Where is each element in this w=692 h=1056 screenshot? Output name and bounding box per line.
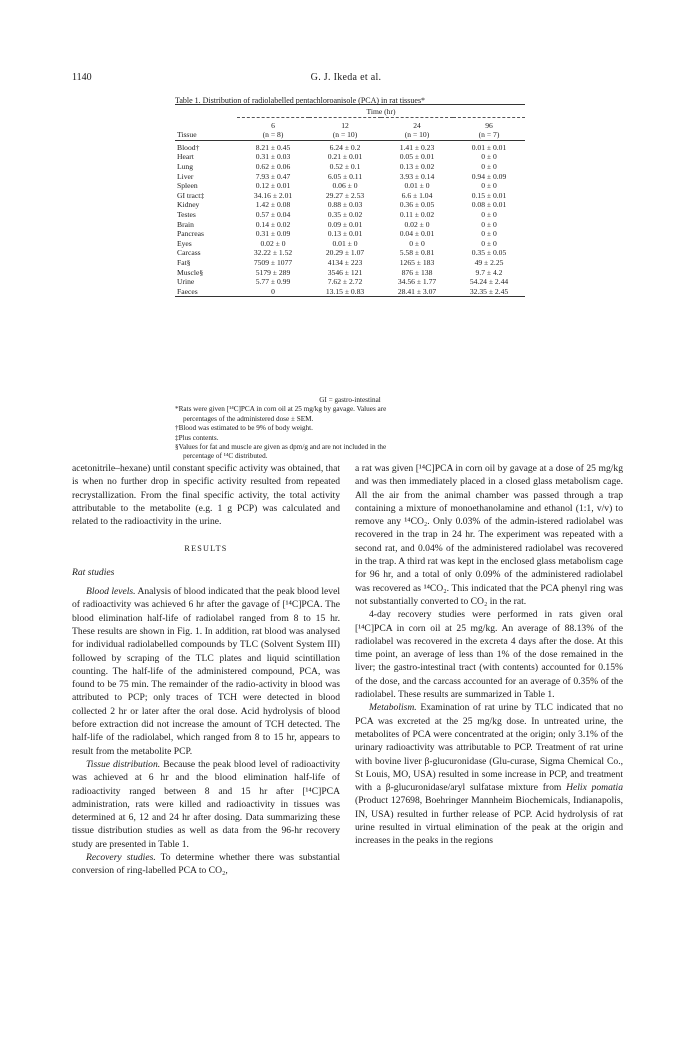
table-cell: 0.14 ± 0.02 [255, 219, 291, 229]
abbreviation-note: GI = gastro-intestinal [319, 396, 381, 404]
paragraph [355, 701, 623, 847]
table-cell: 32.35 ± 2.45 [469, 286, 509, 296]
paragraph-text: (Product 127698, Boehringer Mannheim Biochemicals, Indianapolis, IN, USA) resulted in further release of PCP. Acid hydrolysis of rat urine resulted in virtual elimination of the peak at the origin and increases in the peaks in the regions [355, 795, 623, 847]
col-hours: 96 [485, 120, 493, 130]
table-cell: 7.93 ± 0.47 [255, 171, 291, 181]
table-cell: 0 ± 0 [409, 238, 425, 248]
table-row [175, 210, 525, 220]
table-cell: 0.13 ± 0.01 [327, 229, 363, 239]
table-cell: 0.11 ± 0.02 [399, 209, 435, 219]
table-cell: 0 ± 0 [481, 238, 497, 248]
tissue-name: Liver [177, 171, 194, 181]
tissue-name: Lung [177, 161, 194, 171]
table-row [175, 191, 525, 201]
paragraph-text: To determine whether there was substantial conversion of ring-labelled PCA to CO₂, [72, 852, 340, 877]
table-cell: 0.35 ± 0.02 [327, 209, 363, 219]
table-cell: 0.21 ± 0.01 [327, 152, 363, 162]
table-cell: 5179 ± 289 [255, 267, 291, 277]
paragraph: 4-day recovery studies were performed in rats given oral [¹⁴C]PCA in corn oil at 25 mg/kg. An average of 88.13% of the radiolabel was recovered in the excreta 4 days after the dose. At this time point, an average of less than 1% of the dose remained in the liver; the gastro-intestinal tract (with contents) accounted for 0.15% of the dose, and the carcass accounted for an average of 0.35% of the radiolabel. These results are summarized in Table 1. [355, 609, 623, 701]
table-cell: 0.31 ± 0.09 [255, 229, 291, 239]
run-in-heading: Tissue distribution. [86, 758, 161, 770]
footnote-continuation: percentage of ¹⁴C distributed. [183, 452, 268, 461]
species-name: Helix pomatia [566, 782, 624, 794]
table-cell: 876 ± 138 [401, 267, 433, 277]
table-cell: 0.02 ± 0 [260, 238, 286, 248]
table-cell: 0 ± 0 [481, 219, 497, 229]
table-cell: 49 ± 2.25 [474, 257, 504, 267]
table-cell: 6.6 ± 1.04 [401, 190, 433, 200]
tissue-name: Muscle§ [177, 267, 204, 277]
results-heading: RESULTS [184, 544, 228, 554]
table-row [175, 268, 525, 278]
table-row [175, 277, 525, 287]
table-cell: 0.13 ± 0.02 [399, 161, 435, 171]
footnote: §Values for fat and muscle are given as dpm/g and are not included in the [175, 443, 387, 452]
col-n: (n = 10) [332, 130, 358, 140]
footnote: ‡Plus contents. [175, 433, 219, 442]
table-row [175, 220, 525, 230]
table-cell: 0.05 ± 0.01 [399, 152, 435, 162]
table-cell: 32.22 ± 1.52 [253, 248, 293, 258]
table-cell: 6.05 ± 0.11 [327, 171, 363, 181]
page-number: 1140 [72, 72, 92, 83]
table-cell: 5.58 ± 0.81 [399, 248, 435, 258]
tissue-name: Eyes [177, 238, 192, 248]
time-label: Time (hr) [366, 107, 396, 116]
table-cell: 13.15 ± 0.83 [325, 286, 365, 296]
tissue-name: Fat§ [177, 257, 191, 267]
table-row [175, 258, 525, 268]
table-cell: 4134 ± 223 [327, 257, 363, 267]
tissue-name: Faeces [177, 286, 198, 296]
table-cell: 5.77 ± 0.99 [255, 277, 291, 287]
table-cell: 0.06 ± 0 [332, 181, 358, 191]
table-row [175, 162, 525, 172]
table-row [175, 229, 525, 239]
run-in-heading: Blood levels. [86, 586, 136, 598]
table-cell: 0 ± 0 [481, 209, 497, 219]
table-cell: 3.93 ± 0.14 [399, 171, 435, 181]
table-cell: 7509 ± 1077 [253, 257, 293, 267]
table-cell: 0.88 ± 0.03 [327, 200, 363, 210]
right-column [355, 462, 623, 848]
run-in-heading: Recovery studies. [86, 852, 156, 864]
table-row [175, 181, 525, 191]
table-row [175, 200, 525, 210]
running-head: G. J. Ikeda et al. [310, 72, 382, 83]
table-cell: 28.41 ± 3.07 [397, 286, 437, 296]
tissue-name: Kidney [177, 200, 200, 210]
rat-studies-heading: Rat studies [72, 566, 115, 578]
table-cell: 34.16 ± 2.01 [253, 190, 293, 200]
table-caption: Table 1. Distribution of radiolabelled pentachloroanisole (PCA) in rat tissues* [175, 96, 426, 105]
table-row [175, 152, 525, 162]
table-cell: 0.94 ± 0.09 [471, 171, 507, 181]
table-cell: 0.52 ± 0.1 [329, 161, 361, 171]
table-cell: 1.41 ± 0.23 [399, 142, 435, 152]
table-cell: 0.04 ± 0.01 [399, 229, 435, 239]
table-cell: 54.24 ± 2.44 [469, 277, 509, 287]
table-cell: 6.24 ± 0.2 [329, 142, 361, 152]
table-cell: 0 ± 0 [481, 152, 497, 162]
table-cell: 0.31 ± 0.03 [255, 152, 291, 162]
col-n: (n = 8) [262, 130, 284, 140]
table-cell: 0.57 ± 0.04 [255, 209, 291, 219]
col-n: (n = 10) [404, 130, 430, 140]
footnote: †Blood was estimated to be 9% of body weight. [175, 424, 313, 433]
table-cell: 0.01 ± 0 [332, 238, 358, 248]
table-cell: 0.35 ± 0.05 [471, 248, 507, 258]
table-row [175, 239, 525, 249]
table-cell: 0.12 ± 0.01 [255, 181, 291, 191]
tissue-name: Blood† [177, 142, 200, 152]
table-cell: 1.42 ± 0.08 [255, 200, 291, 210]
table-cell: 20.29 ± 1.07 [325, 248, 365, 258]
table-cell: 0 ± 0 [481, 181, 497, 191]
table-cell: 0 [271, 286, 275, 296]
table-cell: 0.01 ± 0 [404, 181, 430, 191]
table-row [175, 287, 525, 297]
paragraph: a rat was given [¹⁴C]PCA in corn oil by gavage at a dose of 25 mg/kg and was then immediately placed in a closed glass metabolism cage. All the air from the animal chamber was passed through a trap containing a mixture of monoethanolamine and ethanol (1:1, v/v) to remove any ¹⁴CO₂. Only 0.03% of the admin-istered radiolabel was recovered in the trap in 24 hr. The experiment was repeated with a second rat, and 0.04% of the administered radiolabel was recovered in the trap. A third rat was kept in the enclosed glass metabolism cage for 96 hr, and a total of only 0.09% of the administered radiolabel was recovered as ¹⁴CO₂. This indicated that the PCA phenyl ring was not substantially converted to CO₂ in the rat. [355, 463, 623, 607]
table-row [175, 143, 525, 153]
table-cell: 34.56 ± 1.77 [397, 277, 437, 287]
paragraph [72, 758, 340, 851]
tissue-header: Tissue [177, 130, 197, 140]
left-column [72, 462, 340, 878]
tissue-name: Carcass [177, 248, 201, 258]
footnote-continuation: percentages of the administered dose ± SEM. [183, 414, 314, 423]
tissue-name: Urine [177, 277, 195, 287]
table-cell: 0.02 ± 0 [404, 219, 430, 229]
tissue-name: Pancreas [177, 229, 204, 239]
col-n: (n = 7) [478, 130, 500, 140]
table-cell: 9.7 ± 4.2 [475, 267, 503, 277]
table-cell: 7.62 ± 2.72 [327, 277, 363, 287]
col-hours: 24 [413, 120, 421, 130]
table-cell: 3546 ± 121 [327, 267, 363, 277]
table-cell: 0.15 ± 0.01 [471, 190, 507, 200]
paragraph-text: Analysis of blood indicated that the peak blood level of radioactivity was achieved 6 hr after the gavage of [¹⁴C]PCA. The blood elimination half-life of radiolabel ranged from 8 to 15 hr. These results are shown in Fig. 1. In addition, rat blood was analysed for individual radiolabelled compounds by TLC (Solvent System III) followed by scraping of the TLC plates and liquid scintillation counting. The half-life of the administered compound, PCA, was found to be 75 min. The remainder of the radio-activity in blood was attributed to PCP; only traces of TCH were detected in blood collected 2 hr or later after the oral dose. Acid hydrolysis of blood before extraction did not increase the amount of TCH detected. The half-life of the radiolabel, which ranged from 8 to 15 hr, appears to result from the metabolite PCP. [72, 586, 340, 757]
tissue-name: GI tract‡ [177, 190, 205, 200]
data-table [175, 104, 525, 298]
paragraph: acetonitrile–hexane) until constant specific activity was obtained, that is when no further drop in specific activity resulted from repeated recrystallization. From the final specific activity, the total activity attributable to the metabolite (e.g. 1 g PCP) was calculated and related to the radioactivity in the urine. [72, 463, 340, 528]
run-in-heading: Metabolism. [369, 702, 417, 714]
table-cell: 0.08 ± 0.01 [471, 200, 507, 210]
tissue-name: Heart [177, 152, 194, 162]
tissue-name: Spleen [177, 181, 198, 191]
table-cell: 8.21 ± 0.45 [255, 142, 291, 152]
col-hours: 12 [341, 120, 349, 130]
table-cell: 0.36 ± 0.05 [399, 200, 435, 210]
paragraph-text: Examination of rat urine by TLC indicated that no PCA was excreted at the 25 mg/kg dose. In untreated urine, the metabolites of PCA were concentrated at the origin; only 3.1% of the urinary radioactivity was attributable to PCP. Treatment of rat urine with bovine liver β-glucuronidase (Glu-curase, Sigma Chemical Co., St Louis, MO, USA) resulted in some increase in PCP, and treatment with a β-glucuronidase/aryl sulfatase mixture from [355, 702, 623, 794]
tissue-name: Testes [177, 209, 196, 219]
table-footnotes [175, 396, 525, 462]
paragraph [72, 585, 340, 758]
table-cell: 0.09 ± 0.01 [327, 219, 363, 229]
table-cell: 1265 ± 183 [399, 257, 435, 267]
paragraph [72, 851, 340, 878]
table-row [175, 172, 525, 182]
col-hours: 6 [271, 120, 275, 130]
table-cell: 0 ± 0 [481, 229, 497, 239]
footnote: *Rats were given [¹⁴C]PCA in corn oil at 25 mg/kg by gavage. Values are [175, 405, 387, 414]
table-cell: 0.62 ± 0.06 [255, 161, 291, 171]
tissue-name: Brain [177, 219, 194, 229]
table-cell: 0.01 ± 0.01 [471, 142, 507, 152]
table-cell: 29.27 ± 2.53 [325, 190, 365, 200]
table-cell: 0 ± 0 [481, 161, 497, 171]
paragraph-text: Because the peak blood level of radioactivity was achieved at 6 hr and the blood elimination half-life of radioactivity ranged between 8 and 15 hr after [¹⁴C]PCA administration, rats were killed and radioactivity in tissues was determined at 6, 12 and 24 hr after dosing. Data summarizing these tissue distribution studies as well as data from the 96-hr recovery study are presented in Table 1. [72, 758, 340, 850]
table-row [175, 248, 525, 258]
